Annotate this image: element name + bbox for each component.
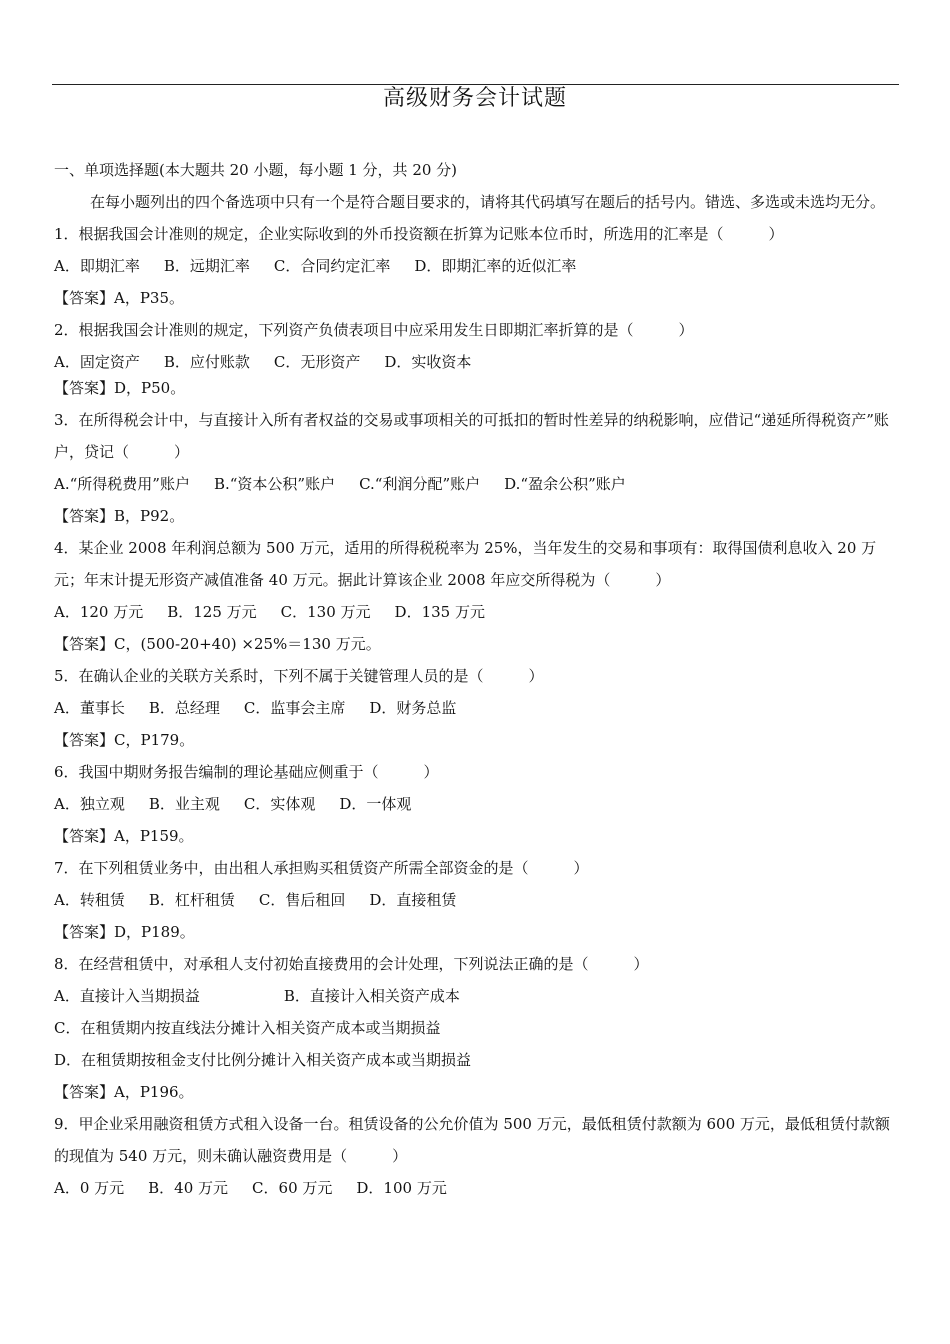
options-row: [54, 884, 899, 916]
option-c: C．无形资产: [273, 353, 361, 371]
question-stem: 3．在所得税会计中，与直接计入所有者权益的交易或事项相关的可抵扣的暂时性差异的纳税影响，应借记“递延所得税资产”账户，贷记（ ）: [54, 411, 889, 461]
section-heading: 一、单项选择题(本大题共 20 小题，每小题 1 分，共 20 分): [54, 161, 458, 179]
options-row: [54, 980, 899, 1012]
option-c: C．合同约定汇率: [273, 257, 391, 275]
options-row: [54, 468, 899, 500]
option-c: C．在租赁期内按直线法分摊计入相关资产成本或当期损益: [54, 1019, 441, 1037]
option-c: C．130 万元: [280, 603, 371, 621]
options-row: [54, 1172, 899, 1204]
option-d: D．直接租赁: [369, 891, 457, 909]
question-stem: 9．甲企业采用融资租赁方式租入设备一台。租赁设备的公允价值为 500 万元，最低租赁付款额为 600 万元，最低租赁付款额的现值为 540 万元，则未确认融资费用是（ ）: [54, 1115, 890, 1165]
option-b: B．直接计入相关资产成本: [283, 987, 460, 1005]
question-stem: 2．根据我国会计准则的规定，下列资产负债表项目中应采用发生日即期汇率折算的是（ ）: [54, 321, 694, 339]
answer: 【答案】D，P189。: [54, 923, 195, 941]
option-b: B.“资本公积”账户: [213, 475, 336, 493]
option-d: D．100 万元: [356, 1179, 447, 1197]
options-row: [54, 250, 899, 282]
options-row: [54, 788, 899, 820]
option-a: A．0 万元: [54, 1179, 125, 1197]
option-d: D．财务总监: [369, 699, 457, 717]
option-b: B．业主观: [148, 795, 220, 813]
answer: 【答案】A，P196。: [54, 1083, 194, 1101]
question-stem: 7．在下列租赁业务中，由出租人承担购买租赁资产所需全部资金的是（ ）: [54, 859, 589, 877]
option-d: D.“盈余公积”账户: [504, 475, 626, 493]
option-c: C．60 万元: [252, 1179, 333, 1197]
answer: 【答案】C，(500-20+40) ×25%＝130 万元。: [54, 635, 381, 653]
option-d: D．即期汇率的近似汇率: [414, 257, 577, 275]
option-d: D．一体观: [339, 795, 412, 813]
question-stem: 6．我国中期财务报告编制的理论基础应侧重于（ ）: [54, 763, 439, 781]
options-row: [54, 596, 899, 628]
answer: 【答案】C，P179。: [54, 731, 195, 749]
answer: 【答案】A，P159。: [54, 827, 194, 845]
document-title: 高级财务会计试题: [382, 86, 567, 111]
option-d: D．在租赁期按租金支付比例分摊计入相关资产成本或当期损益: [54, 1051, 472, 1069]
option-c: C.“利润分配”账户: [359, 475, 481, 493]
question-stem: 8．在经营租赁中，对承租人支付初始直接费用的会计处理，下列说法正确的是（ ）: [54, 955, 649, 973]
option-a: A．独立观: [54, 795, 125, 813]
option-b: B．远期汇率: [163, 257, 250, 275]
option-a: A．120 万元: [54, 603, 144, 621]
option-c: C．实体观: [243, 795, 316, 813]
option-a: A．直接计入当期损益: [54, 987, 200, 1005]
options-row: [54, 692, 899, 724]
option-b: B．总经理: [148, 699, 220, 717]
answer: 【答案】D，P50。: [54, 379, 186, 397]
option-a: A.“所得税费用”账户: [54, 475, 190, 493]
question-stem: 4．某企业 2008 年利润总额为 500 万元，适用的所得税税率为 25%，当年发生的交易和事项有：取得国债利息收入 20 万元；年末计提无形资产减值准备 40 万元。据此计算该企业 2008 年应交所得税为（ ）: [54, 539, 877, 589]
exam-content: [54, 154, 899, 1204]
option-d: D．实收资本: [384, 353, 472, 371]
instructions: 在每小题列出的四个备选项中只有一个是符合题目要求的，请将其代码填写在题后的括号内。错选、多选或未选均无分。: [90, 193, 886, 211]
question-stem: 1．根据我国会计准则的规定，企业实际收到的外币投资额在折算为记账本位币时，所选用的汇率是（ ）: [54, 225, 784, 243]
option-b: B．杠杆租赁: [148, 891, 235, 909]
option-d: D．135 万元: [394, 603, 485, 621]
question-stem: 5．在确认企业的关联方关系时，下列不属于关键管理人员的是（ ）: [54, 667, 544, 685]
option-c: C．监事会主席: [243, 699, 346, 717]
option-c: C．售后租回: [258, 891, 346, 909]
answer: 【答案】B，P92。: [54, 507, 185, 525]
option-a: A．固定资产: [54, 353, 140, 371]
option-a: A．即期汇率: [54, 257, 140, 275]
option-a: A．转租赁: [54, 891, 125, 909]
option-b: B．40 万元: [148, 1179, 229, 1197]
answer: 【答案】A，P35。: [54, 289, 185, 307]
option-b: B．125 万元: [167, 603, 257, 621]
option-b: B．应付账款: [163, 353, 250, 371]
option-a: A．董事长: [54, 699, 125, 717]
